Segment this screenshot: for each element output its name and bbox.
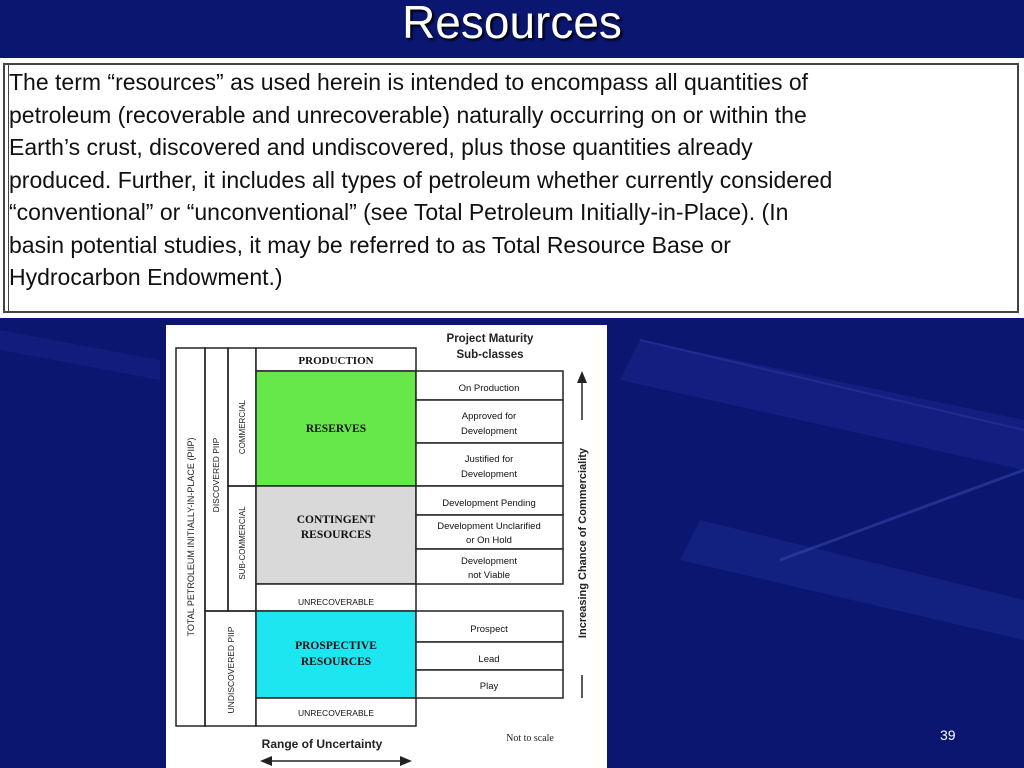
diagram-canvas — [166, 325, 607, 768]
sub-commercial-label: SUB-COMMERCIAL — [238, 506, 247, 580]
approved-label-2: Development — [461, 426, 517, 437]
definition-line: The term “resources” as used herein is intended to encompass all quantities of — [9, 69, 809, 95]
definition-text — [9, 66, 1021, 294]
approved-label-1: Approved for — [461, 411, 517, 422]
lead-label: Lead — [478, 654, 500, 665]
prospect-label: Prospect — [470, 624, 508, 635]
definition-line: Earth’s crust, discovered and undiscovered, plus those quantities already — [9, 134, 753, 160]
contingent-label-1: CONTINGENT — [296, 514, 376, 526]
contingent-label-2: RESOURCES — [300, 529, 372, 541]
dev-not-viable-label-2: not Viable — [467, 570, 511, 581]
header-line-2: Sub-classes — [456, 349, 524, 361]
reserves-label: RESERVES — [305, 423, 367, 435]
range-of-uncertainty-label: Range of Uncertainty — [261, 737, 383, 751]
not-to-scale-note: Not to scale — [506, 733, 554, 744]
definition-line: “conventional” or “unconventional” (see Total Petroleum Initially-in-Place). (In — [9, 199, 789, 225]
definition-line: Hydrocarbon Endowment.) — [9, 264, 283, 290]
definition-line: basin potential studies, it may be referred to as Total Resource Base or — [9, 231, 731, 258]
unrecoverable-label-2: UNRECOVERABLE — [297, 708, 375, 718]
resources-classification-diagram — [166, 325, 607, 768]
slide-title: Resources — [402, 0, 622, 48]
prospective-label-1: PROSPECTIVE — [295, 640, 377, 652]
prospective-label-2: RESOURCES — [300, 656, 372, 668]
commerciality-arrow-head — [577, 371, 587, 383]
definition-line: produced. Further, it includes all types of petroleum whether currently considered — [9, 166, 833, 193]
dev-unclarified-label-1: Development Unclarified — [437, 521, 541, 532]
definition-line: petroleum (recoverable and unrecoverable) naturally occurring on or within the — [9, 101, 807, 128]
justified-label-2: Development — [461, 469, 517, 480]
uncertainty-arrow-right-head — [400, 756, 412, 766]
justified-label-1: Justified for — [464, 454, 514, 465]
total-piip-label: TOTAL PETROLEUM INITIALLY-IN-PLACE (PIIP) — [186, 437, 196, 637]
commercial-label: COMMERCIAL — [238, 399, 247, 455]
definition-panel — [0, 58, 1024, 318]
prospective-resources-box — [256, 611, 416, 698]
commerciality-axis-label: Increasing Chance of Commerciality — [577, 447, 589, 639]
uncertainty-arrow-left-head — [260, 756, 272, 766]
unrecoverable-label-1: UNRECOVERABLE — [297, 597, 375, 607]
dev-not-viable-label-1: Development — [461, 556, 517, 567]
production-label: PRODUCTION — [298, 355, 374, 367]
undiscovered-piip-label: UNDISCOVERED PIIP — [226, 626, 236, 714]
dev-pending-label: Development Pending — [442, 498, 536, 509]
header-line-1: Project Maturity — [446, 333, 534, 345]
page-number: 39 — [940, 727, 956, 743]
on-production-label: On Production — [458, 383, 520, 394]
play-label: Play — [479, 681, 499, 692]
dev-unclarified-label-2: or On Hold — [466, 535, 512, 546]
discovered-piip-label: DISCOVERED PIIP — [211, 437, 221, 513]
